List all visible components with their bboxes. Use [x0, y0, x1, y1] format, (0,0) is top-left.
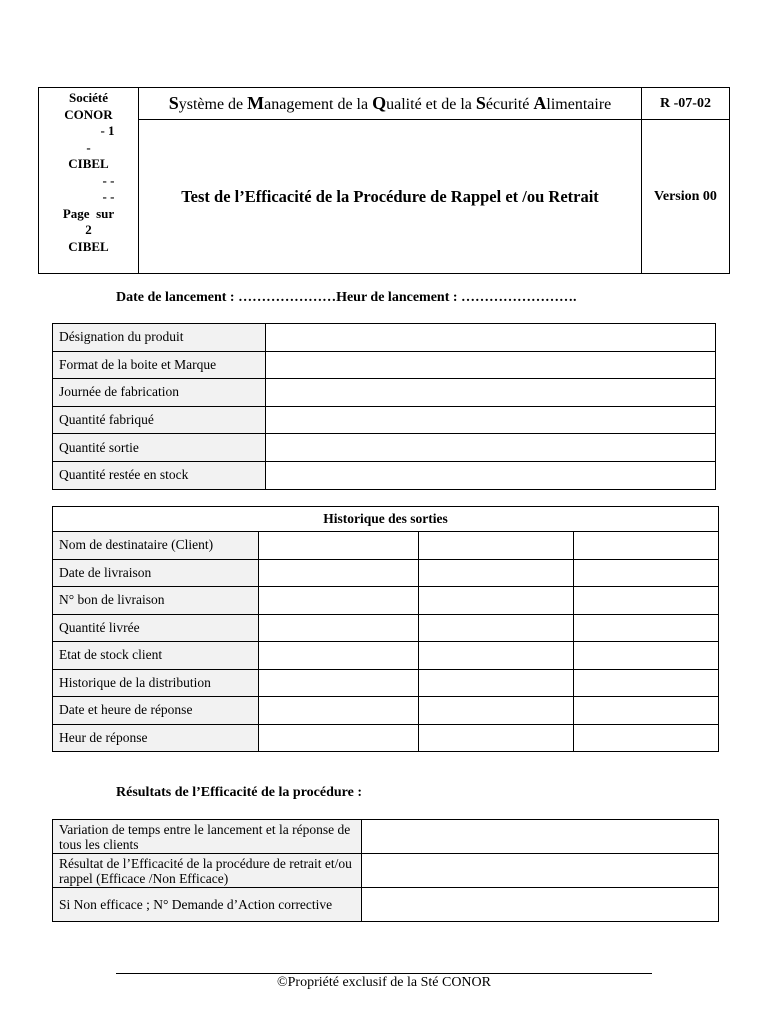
- table-row: [53, 697, 719, 725]
- title-fragment: limentaire: [546, 96, 612, 113]
- value-cell[interactable]: [419, 532, 574, 560]
- value-cell[interactable]: [259, 614, 419, 642]
- row-value-cell[interactable]: [266, 434, 716, 462]
- value-cell[interactable]: [419, 614, 574, 642]
- row-label: Résultat de l’Efficacité de la procédure de retrait et/ou rappel (Efficace /Non Efficace): [53, 854, 362, 888]
- value-cell[interactable]: [574, 697, 719, 725]
- value-cell[interactable]: [259, 642, 419, 670]
- results-table: [52, 819, 719, 922]
- row-label: Variation de temps entre le lancement et la réponse de tous les clients: [53, 820, 362, 854]
- value-cell[interactable]: [574, 532, 719, 560]
- document-header: [38, 87, 730, 274]
- value-cell[interactable]: [259, 532, 419, 560]
- table-row: [53, 461, 716, 489]
- row-label: Historique de la distribution: [53, 669, 259, 697]
- company-line: - 1: [100, 123, 115, 138]
- title-fragment: anagement de la: [264, 96, 373, 113]
- value-cell[interactable]: [574, 669, 719, 697]
- company-line: - -: [102, 172, 115, 188]
- row-label: Quantité livrée: [53, 614, 259, 642]
- footer-text: ©Propriété exclusif de la Sté CONOR: [277, 975, 491, 990]
- table-row: [53, 820, 719, 854]
- value-cell[interactable]: [419, 587, 574, 615]
- row-label: Quantité sortie: [53, 434, 266, 462]
- row-label: N° bon de livraison: [53, 587, 259, 615]
- value-cell[interactable]: [419, 559, 574, 587]
- value-cell[interactable]: [419, 642, 574, 670]
- launch-date-line: Date de lancement : …………………Heur de lancement : …………………….: [116, 290, 577, 305]
- table-row: [53, 324, 716, 352]
- row-label: Date de livraison: [53, 559, 259, 587]
- results-heading: Résultats de l’Efficacité de la procédure :: [116, 785, 362, 800]
- row-label: Désignation du produit: [53, 324, 266, 352]
- row-label: Date et heure de réponse: [53, 697, 259, 725]
- company-line: Société: [69, 90, 108, 105]
- title-initial: M: [247, 93, 265, 113]
- table-row: [53, 379, 716, 407]
- table-row: [53, 724, 719, 752]
- value-cell[interactable]: [259, 669, 419, 697]
- value-cell[interactable]: [419, 669, 574, 697]
- company-line: -: [86, 139, 91, 155]
- table-row: [53, 351, 716, 379]
- table-row: [53, 669, 719, 697]
- row-label: Heur de réponse: [53, 724, 259, 752]
- row-value-cell[interactable]: [362, 888, 719, 922]
- value-cell[interactable]: [574, 587, 719, 615]
- table-row: [53, 854, 719, 888]
- footer-divider: [116, 973, 652, 974]
- value-cell[interactable]: [259, 724, 419, 752]
- title-fragment: ystème de: [178, 96, 248, 113]
- value-cell[interactable]: [574, 614, 719, 642]
- row-value-cell[interactable]: [266, 351, 716, 379]
- document-title: Test de l’Efficacité de la Procédure de Rappel et /ou Retrait: [139, 120, 642, 274]
- product-table: [52, 323, 716, 490]
- row-label: Etat de stock client: [53, 642, 259, 670]
- value-cell[interactable]: [259, 559, 419, 587]
- document-reference: R -07-02: [642, 88, 730, 120]
- history-table-title: Historique des sorties: [53, 507, 719, 532]
- title-initial: S: [168, 93, 179, 113]
- table-row: [53, 532, 719, 560]
- title-fragment: ualité et de la: [386, 96, 476, 113]
- history-table: [52, 506, 719, 752]
- value-cell[interactable]: [419, 697, 574, 725]
- table-row: [53, 614, 719, 642]
- title-initial: Q: [372, 93, 387, 113]
- company-line: CIBEL: [68, 156, 109, 171]
- company-block: [39, 88, 139, 274]
- title-initial: A: [533, 93, 547, 113]
- value-cell[interactable]: [259, 697, 419, 725]
- table-row: [53, 888, 719, 922]
- title-initial: S: [475, 93, 486, 113]
- value-cell[interactable]: [574, 559, 719, 587]
- table-row: [53, 559, 719, 587]
- company-line: Page sur: [62, 205, 115, 221]
- row-value-cell[interactable]: [266, 379, 716, 407]
- row-value-cell[interactable]: [266, 406, 716, 434]
- value-cell[interactable]: [259, 587, 419, 615]
- value-cell[interactable]: [574, 724, 719, 752]
- row-label: Quantité restée en stock: [53, 461, 266, 489]
- company-line: CONOR: [64, 106, 113, 122]
- table-row: [53, 434, 716, 462]
- table-row: [53, 642, 719, 670]
- table-row: [53, 406, 716, 434]
- row-label: Format de la boite et Marque: [53, 351, 266, 379]
- company-line: CIBEL: [68, 238, 109, 254]
- document-version: Version 00: [642, 120, 730, 274]
- row-value-cell[interactable]: [362, 854, 719, 888]
- company-line: 2: [85, 222, 92, 237]
- row-label: Quantité fabriqué: [53, 406, 266, 434]
- title-fragment: écurité: [485, 96, 534, 113]
- row-label: Si Non efficace ; N° Demande d’Action corrective: [53, 888, 362, 922]
- row-label: Nom de destinataire (Client): [53, 532, 259, 560]
- system-title: [139, 88, 642, 120]
- value-cell[interactable]: [419, 724, 574, 752]
- table-row: [53, 587, 719, 615]
- row-value-cell[interactable]: [266, 324, 716, 352]
- row-value-cell[interactable]: [266, 461, 716, 489]
- row-value-cell[interactable]: [362, 820, 719, 854]
- value-cell[interactable]: [574, 642, 719, 670]
- company-line: - -: [102, 189, 115, 204]
- row-label: Journée de fabrication: [53, 379, 266, 407]
